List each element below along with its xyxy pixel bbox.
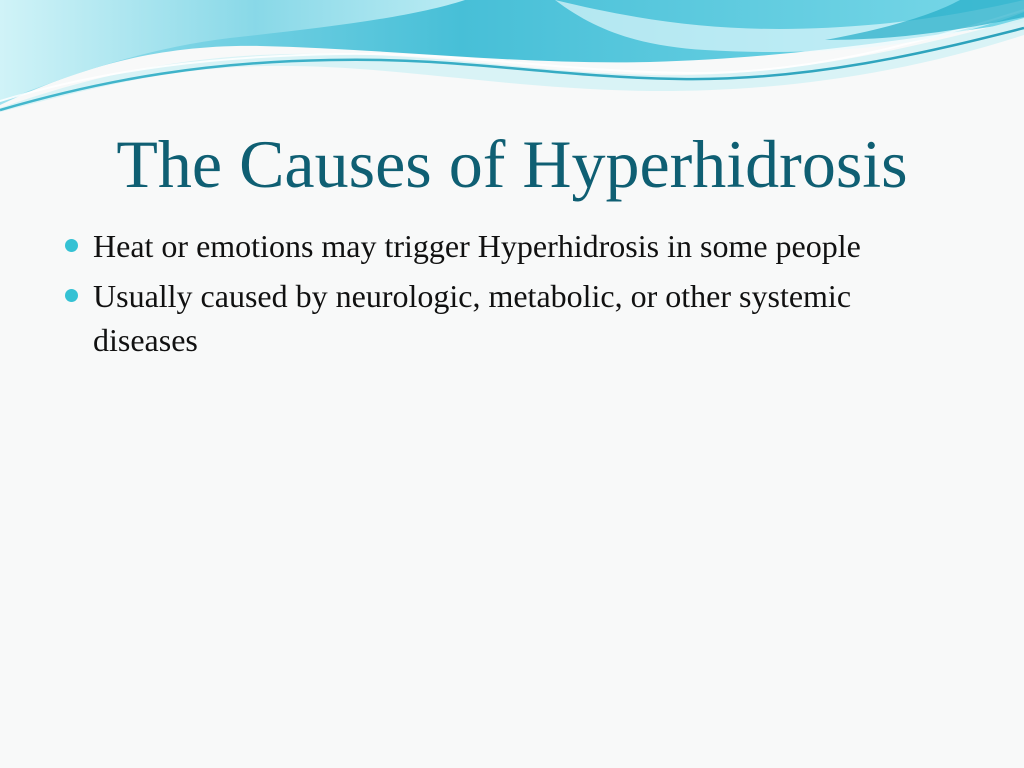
slide-title: The Causes of Hyperhidrosis [116,126,908,202]
bullet-item-heat-emotions [64,224,944,268]
bullet-text: Usually caused by neurologic, metabolic, or other systemic diseases [93,278,852,358]
bullet-icon [65,239,78,252]
bullet-icon [65,289,78,302]
bullet-list [64,224,944,368]
bullet-text: Heat or emotions may trigger Hyperhidrosis in some people [93,228,861,264]
bullet-item-systemic-diseases [64,274,944,362]
wave-header-decoration [0,0,1024,125]
